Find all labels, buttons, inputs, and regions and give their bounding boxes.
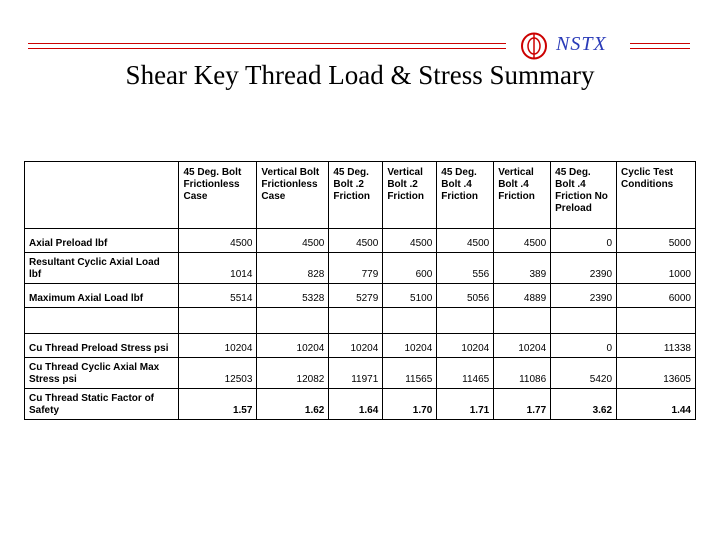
table-cell: 5056: [437, 284, 494, 308]
table-cell: 4500: [383, 229, 437, 253]
table-cell: 11086: [494, 358, 551, 389]
table-cell: 1.62: [257, 389, 329, 420]
table-row: [25, 284, 696, 308]
table-cell: 828: [257, 253, 329, 284]
table-cell: 1.57: [179, 389, 257, 420]
column-header: Vertical Bolt .2 Friction: [383, 162, 437, 229]
table-cell: [494, 308, 551, 334]
table-cell: [551, 308, 617, 334]
column-header: 45 Deg. Bolt Frictionless Case: [179, 162, 257, 229]
table-row-blank: [25, 308, 696, 334]
table-row: [25, 358, 696, 389]
table-cell: 389: [494, 253, 551, 284]
table-row: [25, 253, 696, 284]
table-cell: 1014: [179, 253, 257, 284]
table-cell: 5100: [383, 284, 437, 308]
table-cell: 10204: [383, 334, 437, 358]
table-cell: 12503: [179, 358, 257, 389]
header-rule-left-bottom: [28, 48, 506, 49]
table-cell: 4500: [437, 229, 494, 253]
table-cell: 5279: [329, 284, 383, 308]
table-header-row: [25, 162, 696, 229]
page-title: Shear Key Thread Load & Stress Summary: [125, 60, 595, 90]
table-cell: 4500: [494, 229, 551, 253]
table-cell: 11465: [437, 358, 494, 389]
table-cell: 10204: [179, 334, 257, 358]
header-rule-right-top: [630, 43, 690, 44]
table-cell: 1.77: [494, 389, 551, 420]
summary-table: [24, 161, 696, 420]
table-cell: 4500: [329, 229, 383, 253]
table-cell: [257, 308, 329, 334]
row-label: Resultant Cyclic Axial Load lbf: [25, 253, 179, 284]
table-cell: 12082: [257, 358, 329, 389]
table-cell: 1.44: [617, 389, 696, 420]
table-cell: 1.71: [437, 389, 494, 420]
table-cell: [437, 308, 494, 334]
table-cell: 0: [551, 229, 617, 253]
table-cell: 5000: [617, 229, 696, 253]
table-cell: 1000: [617, 253, 696, 284]
column-header: 45 Deg. Bolt .2 Friction: [329, 162, 383, 229]
table-cell: 11565: [383, 358, 437, 389]
table-cell: 10204: [437, 334, 494, 358]
table-cell: 600: [383, 253, 437, 284]
row-label: Cu Thread Preload Stress psi: [25, 334, 179, 358]
header-rule-right-bottom: [630, 48, 690, 49]
table-cell: 2390: [551, 284, 617, 308]
table-cell: [617, 308, 696, 334]
table-cell: 4500: [257, 229, 329, 253]
table-row: [25, 229, 696, 253]
column-header: 45 Deg. Bolt .4 Friction No Preload: [551, 162, 617, 229]
table-cell: [25, 308, 179, 334]
table-cell: [179, 308, 257, 334]
table-cell: 4889: [494, 284, 551, 308]
table-cell: 10204: [257, 334, 329, 358]
column-header: 45 Deg. Bolt .4 Friction: [437, 162, 494, 229]
row-label: Cu Thread Cyclic Axial Max Stress psi: [25, 358, 179, 389]
table-cell: 5514: [179, 284, 257, 308]
table-cell: 3.62: [551, 389, 617, 420]
column-header: Cyclic Test Conditions: [617, 162, 696, 229]
table-cell: 5420: [551, 358, 617, 389]
table-cell: 0: [551, 334, 617, 358]
column-header: Vertical Bolt Frictionless Case: [257, 162, 329, 229]
table-cell: 10204: [494, 334, 551, 358]
column-header: [25, 162, 179, 229]
table-cell: 1.64: [329, 389, 383, 420]
table-cell: 10204: [329, 334, 383, 358]
header-rule-left-top: [28, 43, 506, 44]
table-cell: 6000: [617, 284, 696, 308]
logo-text: NSTX: [556, 33, 607, 55]
table-cell: 2390: [551, 253, 617, 284]
table-cell: 556: [437, 253, 494, 284]
table-cell: 11971: [329, 358, 383, 389]
row-label: Maximum Axial Load lbf: [25, 284, 179, 308]
table-cell: 4500: [179, 229, 257, 253]
table-cell: 11338: [617, 334, 696, 358]
table-row: [25, 334, 696, 358]
table-cell: 5328: [257, 284, 329, 308]
table-cell: [383, 308, 437, 334]
table-cell: 779: [329, 253, 383, 284]
row-label: Cu Thread Static Factor of Safety: [25, 389, 179, 420]
table-cell: 13605: [617, 358, 696, 389]
column-header: Vertical Bolt .4 Friction: [494, 162, 551, 229]
table-row: [25, 389, 696, 420]
table-cell: 1.70: [383, 389, 437, 420]
row-label: Axial Preload lbf: [25, 229, 179, 253]
table-cell: [329, 308, 383, 334]
